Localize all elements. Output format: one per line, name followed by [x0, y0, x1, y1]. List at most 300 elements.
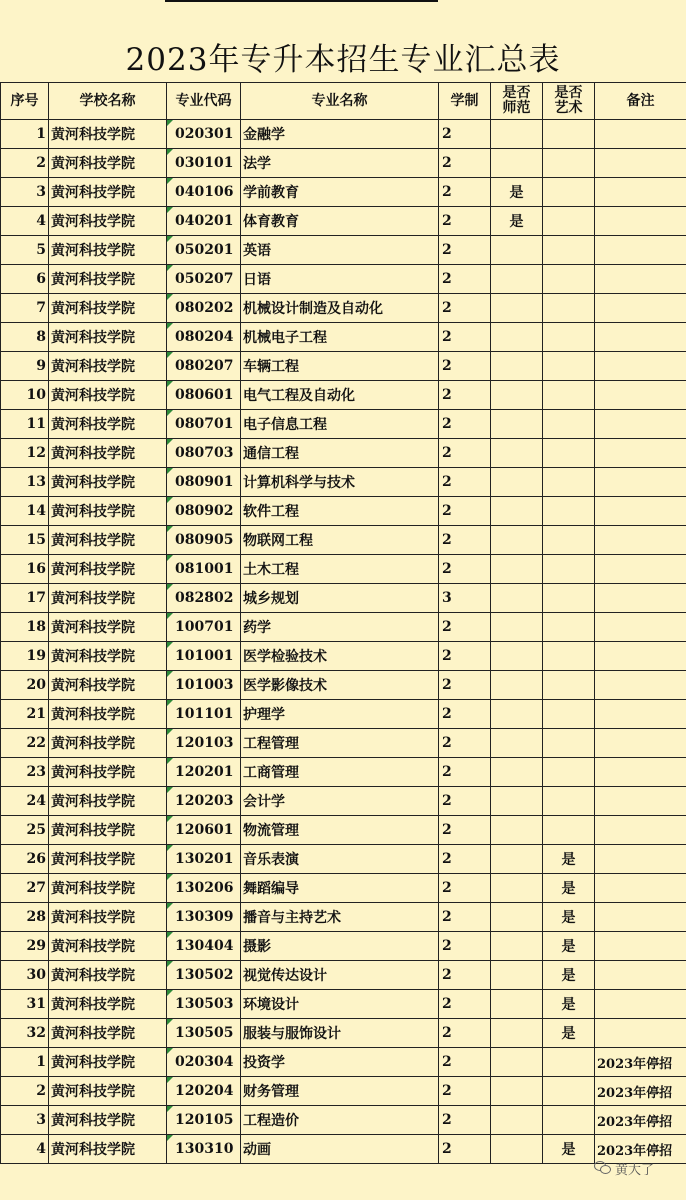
cell-seq: 13: [1, 468, 49, 497]
cell-school: 黄河科技学院: [49, 845, 167, 874]
cell-name: 物流管理: [241, 816, 439, 845]
cell-seq: 5: [1, 236, 49, 265]
cell-duration: 2: [439, 468, 491, 497]
cell-code: 130309: [167, 903, 241, 932]
cell-school: 黄河科技学院: [49, 120, 167, 149]
cell-seq: 21: [1, 700, 49, 729]
table-row: [1, 1019, 686, 1048]
table-row: [1, 729, 686, 758]
cell-name: 学前教育: [241, 178, 439, 207]
table-row: [1, 207, 686, 236]
cell-duration: 2: [439, 294, 491, 323]
cell-normal: [491, 381, 543, 410]
table-row: [1, 381, 686, 410]
cell-school: 黄河科技学院: [49, 642, 167, 671]
cell-duration: 2: [439, 642, 491, 671]
cell-seq: 31: [1, 990, 49, 1019]
cell-normal: [491, 352, 543, 381]
cell-seq: 20: [1, 671, 49, 700]
cell-art: 是: [543, 1019, 595, 1048]
cell-art: 是: [543, 961, 595, 990]
table-row: [1, 816, 686, 845]
cell-duration: 2: [439, 990, 491, 1019]
cell-note: [595, 671, 686, 700]
table-row: [1, 787, 686, 816]
cell-note: [595, 990, 686, 1019]
header-code: 专业代码: [167, 83, 241, 120]
cell-normal: [491, 758, 543, 787]
cell-note: [595, 845, 686, 874]
cell-duration: 2: [439, 497, 491, 526]
cell-art: 是: [543, 1135, 595, 1164]
cell-school: 黄河科技学院: [49, 149, 167, 178]
cell-normal: 是: [491, 207, 543, 236]
cell-name: 车辆工程: [241, 352, 439, 381]
cell-normal: [491, 497, 543, 526]
top-border-segment: [165, 0, 438, 2]
cell-art: [543, 410, 595, 439]
cell-school: 黄河科技学院: [49, 207, 167, 236]
cell-name: 工商管理: [241, 758, 439, 787]
table-row: [1, 149, 686, 178]
cell-note: 2023年停招: [595, 1048, 686, 1077]
cell-code: 101101: [167, 700, 241, 729]
cell-name: 视觉传达设计: [241, 961, 439, 990]
cell-note: [595, 903, 686, 932]
table-row: [1, 990, 686, 1019]
cell-name: 体育教育: [241, 207, 439, 236]
cell-art: 是: [543, 874, 595, 903]
cell-seq: 24: [1, 787, 49, 816]
cell-code: 050201: [167, 236, 241, 265]
cell-art: [543, 352, 595, 381]
cell-name: 会计学: [241, 787, 439, 816]
cell-art: [543, 294, 595, 323]
cell-art: [543, 1048, 595, 1077]
cell-note: [595, 1019, 686, 1048]
cell-school: 黄河科技学院: [49, 874, 167, 903]
cell-school: 黄河科技学院: [49, 439, 167, 468]
cell-seq: 1: [1, 120, 49, 149]
cell-school: 黄河科技学院: [49, 729, 167, 758]
cell-art: [543, 787, 595, 816]
cell-normal: [491, 265, 543, 294]
cell-art: [543, 207, 595, 236]
cell-duration: 2: [439, 1019, 491, 1048]
cell-note: [595, 816, 686, 845]
cell-code: 050207: [167, 265, 241, 294]
cell-note: [595, 758, 686, 787]
cell-name: 机械电子工程: [241, 323, 439, 352]
cell-code: 101003: [167, 671, 241, 700]
cell-name: 土木工程: [241, 555, 439, 584]
cell-name: 服装与服饰设计: [241, 1019, 439, 1048]
cell-name: 机械设计制造及自动化: [241, 294, 439, 323]
cell-school: 黄河科技学院: [49, 1077, 167, 1106]
cell-duration: 2: [439, 149, 491, 178]
cell-duration: 2: [439, 120, 491, 149]
cell-note: [595, 439, 686, 468]
cell-school: 黄河科技学院: [49, 323, 167, 352]
cell-duration: 2: [439, 932, 491, 961]
cell-art: [543, 1077, 595, 1106]
cell-duration: 2: [439, 1048, 491, 1077]
cell-duration: 2: [439, 381, 491, 410]
cell-normal: 是: [491, 178, 543, 207]
cell-school: 黄河科技学院: [49, 381, 167, 410]
cell-art: [543, 497, 595, 526]
cell-normal: [491, 1106, 543, 1135]
table-row: [1, 120, 686, 149]
cell-note: [595, 584, 686, 613]
cell-note: [595, 932, 686, 961]
cell-seq: 26: [1, 845, 49, 874]
cell-art: [543, 265, 595, 294]
cell-code: 120204: [167, 1077, 241, 1106]
header-seq: 序号: [1, 83, 49, 120]
cell-school: 黄河科技学院: [49, 555, 167, 584]
table-body: [1, 120, 686, 1164]
cell-school: 黄河科技学院: [49, 526, 167, 555]
cell-school: 黄河科技学院: [49, 787, 167, 816]
cell-note: [595, 787, 686, 816]
cell-code: 130310: [167, 1135, 241, 1164]
cell-note: 2023年停招: [595, 1135, 686, 1164]
cell-normal: [491, 932, 543, 961]
cell-art: [543, 178, 595, 207]
cell-name: 护理学: [241, 700, 439, 729]
cell-school: 黄河科技学院: [49, 903, 167, 932]
cell-art: [543, 439, 595, 468]
cell-code: 130201: [167, 845, 241, 874]
cell-duration: 2: [439, 323, 491, 352]
cell-code: 120601: [167, 816, 241, 845]
cell-name: 物联网工程: [241, 526, 439, 555]
cell-school: 黄河科技学院: [49, 961, 167, 990]
cell-seq: 12: [1, 439, 49, 468]
header-name: 专业名称: [241, 83, 439, 120]
table-row: [1, 468, 686, 497]
cell-note: [595, 207, 686, 236]
cell-school: 黄河科技学院: [49, 613, 167, 642]
cell-normal: [491, 149, 543, 178]
cell-duration: 2: [439, 352, 491, 381]
cell-code: 130505: [167, 1019, 241, 1048]
cell-seq: 10: [1, 381, 49, 410]
cell-duration: 2: [439, 207, 491, 236]
cell-duration: 2: [439, 410, 491, 439]
cell-note: [595, 874, 686, 903]
wechat-icon: [594, 1161, 612, 1175]
cell-normal: [491, 323, 543, 352]
cell-code: 080901: [167, 468, 241, 497]
cell-name: 播音与主持艺术: [241, 903, 439, 932]
table-row: [1, 584, 686, 613]
cell-seq: 29: [1, 932, 49, 961]
cell-name: 电气工程及自动化: [241, 381, 439, 410]
cell-school: 黄河科技学院: [49, 1106, 167, 1135]
cell-note: [595, 149, 686, 178]
cell-art: [543, 468, 595, 497]
cell-normal: [491, 526, 543, 555]
cell-seq: 11: [1, 410, 49, 439]
cell-name: 医学检验技术: [241, 642, 439, 671]
cell-seq: 17: [1, 584, 49, 613]
table-row: [1, 845, 686, 874]
table-row: [1, 236, 686, 265]
cell-normal: [491, 642, 543, 671]
cell-code: 120203: [167, 787, 241, 816]
cell-seq: 15: [1, 526, 49, 555]
cell-code: 120105: [167, 1106, 241, 1135]
cell-normal: [491, 845, 543, 874]
table-row: [1, 903, 686, 932]
cell-duration: 3: [439, 584, 491, 613]
cell-art: 是: [543, 932, 595, 961]
cell-art: 是: [543, 990, 595, 1019]
cell-normal: [491, 410, 543, 439]
cell-school: 黄河科技学院: [49, 1135, 167, 1164]
cell-art: [543, 700, 595, 729]
cell-seq: 4: [1, 207, 49, 236]
cell-school: 黄河科技学院: [49, 468, 167, 497]
cell-normal: [491, 236, 543, 265]
cell-seq: 9: [1, 352, 49, 381]
cell-code: 101001: [167, 642, 241, 671]
header-duration: 学制: [439, 83, 491, 120]
cell-name: 工程造价: [241, 1106, 439, 1135]
cell-duration: 2: [439, 874, 491, 903]
header-row: [1, 83, 686, 120]
table-row: [1, 1048, 686, 1077]
cell-school: 黄河科技学院: [49, 294, 167, 323]
cell-normal: [491, 700, 543, 729]
cell-seq: 3: [1, 1106, 49, 1135]
cell-note: [595, 323, 686, 352]
cell-code: 130503: [167, 990, 241, 1019]
cell-art: [543, 584, 595, 613]
cell-school: 黄河科技学院: [49, 265, 167, 294]
cell-note: [595, 120, 686, 149]
header-school: 学校名称: [49, 83, 167, 120]
top-border: [0, 0, 686, 3]
cell-duration: 2: [439, 178, 491, 207]
cell-code: 081001: [167, 555, 241, 584]
cell-normal: [491, 903, 543, 932]
cell-code: 040201: [167, 207, 241, 236]
cell-normal: [491, 874, 543, 903]
cell-note: [595, 526, 686, 555]
cell-art: [543, 236, 595, 265]
cell-name: 摄影: [241, 932, 439, 961]
cell-code: 120103: [167, 729, 241, 758]
cell-code: 080902: [167, 497, 241, 526]
cell-art: [543, 1106, 595, 1135]
cell-normal: [491, 294, 543, 323]
header-art-line1: 是否: [554, 85, 583, 101]
cell-art: [543, 120, 595, 149]
cell-art: [543, 323, 595, 352]
cell-code: 080701: [167, 410, 241, 439]
cell-normal: [491, 1048, 543, 1077]
cell-code: 130206: [167, 874, 241, 903]
cell-note: [595, 729, 686, 758]
cell-name: 英语: [241, 236, 439, 265]
cell-duration: 2: [439, 1106, 491, 1135]
cell-school: 黄河科技学院: [49, 700, 167, 729]
table-row: [1, 613, 686, 642]
cell-seq: 7: [1, 294, 49, 323]
cell-name: 金融学: [241, 120, 439, 149]
cell-duration: 2: [439, 555, 491, 584]
cell-seq: 19: [1, 642, 49, 671]
cell-duration: 2: [439, 526, 491, 555]
cell-school: 黄河科技学院: [49, 1019, 167, 1048]
cell-normal: [491, 1077, 543, 1106]
header-normal-line1: 是否: [502, 85, 531, 101]
table-row: [1, 1135, 686, 1164]
cell-duration: 2: [439, 758, 491, 787]
cell-code: 080202: [167, 294, 241, 323]
cell-normal: [491, 555, 543, 584]
cell-code: 080601: [167, 381, 241, 410]
cell-note: [595, 381, 686, 410]
table-row: [1, 410, 686, 439]
table-row: [1, 323, 686, 352]
cell-school: 黄河科技学院: [49, 410, 167, 439]
cell-seq: 28: [1, 903, 49, 932]
cell-code: 020304: [167, 1048, 241, 1077]
cell-name: 音乐表演: [241, 845, 439, 874]
cell-school: 黄河科技学院: [49, 932, 167, 961]
cell-school: 黄河科技学院: [49, 1048, 167, 1077]
table-row: [1, 932, 686, 961]
cell-code: 080207: [167, 352, 241, 381]
cell-duration: 2: [439, 439, 491, 468]
cell-art: [543, 758, 595, 787]
table-row: [1, 352, 686, 381]
cell-seq: 23: [1, 758, 49, 787]
cell-code: 120201: [167, 758, 241, 787]
cell-duration: 2: [439, 787, 491, 816]
cell-name: 日语: [241, 265, 439, 294]
cell-school: 黄河科技学院: [49, 816, 167, 845]
cell-art: [543, 729, 595, 758]
cell-school: 黄河科技学院: [49, 758, 167, 787]
cell-duration: 2: [439, 816, 491, 845]
cell-duration: 2: [439, 613, 491, 642]
cell-note: [595, 700, 686, 729]
cell-note: [595, 265, 686, 294]
cell-seq: 18: [1, 613, 49, 642]
cell-name: 药学: [241, 613, 439, 642]
cell-duration: 2: [439, 236, 491, 265]
table-row: [1, 874, 686, 903]
table-row: [1, 758, 686, 787]
cell-name: 工程管理: [241, 729, 439, 758]
cell-name: 动画: [241, 1135, 439, 1164]
cell-code: 082802: [167, 584, 241, 613]
header-art: [543, 83, 595, 120]
cell-code: 130502: [167, 961, 241, 990]
cell-normal: [491, 990, 543, 1019]
table-row: [1, 555, 686, 584]
table-row: [1, 1106, 686, 1135]
watermark: [594, 1157, 680, 1179]
cell-code: 040106: [167, 178, 241, 207]
cell-note: [595, 497, 686, 526]
cell-code: 030101: [167, 149, 241, 178]
table-row: [1, 642, 686, 671]
cell-art: [543, 149, 595, 178]
cell-code: 080905: [167, 526, 241, 555]
table-row: [1, 178, 686, 207]
table-row: [1, 497, 686, 526]
cell-note: [595, 236, 686, 265]
cell-seq: 2: [1, 149, 49, 178]
table-row: [1, 294, 686, 323]
cell-note: 2023年停招: [595, 1106, 686, 1135]
cell-seq: 30: [1, 961, 49, 990]
cell-normal: [491, 671, 543, 700]
watermark-text: 黄大了: [615, 1162, 655, 1178]
cell-name: 投资学: [241, 1048, 439, 1077]
cell-duration: 2: [439, 903, 491, 932]
cell-normal: [491, 1019, 543, 1048]
cell-art: [543, 613, 595, 642]
cell-seq: 2: [1, 1077, 49, 1106]
cell-note: [595, 642, 686, 671]
cell-normal: [491, 729, 543, 758]
cell-name: 环境设计: [241, 990, 439, 1019]
cell-school: 黄河科技学院: [49, 497, 167, 526]
cell-school: 黄河科技学院: [49, 178, 167, 207]
cell-note: [595, 961, 686, 990]
cell-art: [543, 555, 595, 584]
cell-name: 通信工程: [241, 439, 439, 468]
cell-note: [595, 555, 686, 584]
cell-seq: 16: [1, 555, 49, 584]
cell-art: [543, 526, 595, 555]
cell-art: 是: [543, 903, 595, 932]
page-title: 2023年专升本招生专业汇总表: [125, 42, 561, 78]
table-row: [1, 439, 686, 468]
cell-normal: [491, 787, 543, 816]
cell-name: 计算机科学与技术: [241, 468, 439, 497]
cell-note: [595, 352, 686, 381]
cell-name: 法学: [241, 149, 439, 178]
cell-code: 080204: [167, 323, 241, 352]
cell-art: [543, 816, 595, 845]
table-row: [1, 700, 686, 729]
cell-normal: [491, 961, 543, 990]
cell-normal: [491, 468, 543, 497]
cell-school: 黄河科技学院: [49, 352, 167, 381]
cell-seq: 3: [1, 178, 49, 207]
cell-normal: [491, 613, 543, 642]
header-art-line2: 艺术: [554, 100, 583, 116]
cell-normal: [491, 584, 543, 613]
cell-note: [595, 294, 686, 323]
cell-duration: 2: [439, 265, 491, 294]
header-note: 备注: [595, 83, 686, 120]
cell-duration: 2: [439, 961, 491, 990]
cell-normal: [491, 1135, 543, 1164]
cell-normal: [491, 120, 543, 149]
cell-note: 2023年停招: [595, 1077, 686, 1106]
cell-normal: [491, 439, 543, 468]
cell-school: 黄河科技学院: [49, 671, 167, 700]
